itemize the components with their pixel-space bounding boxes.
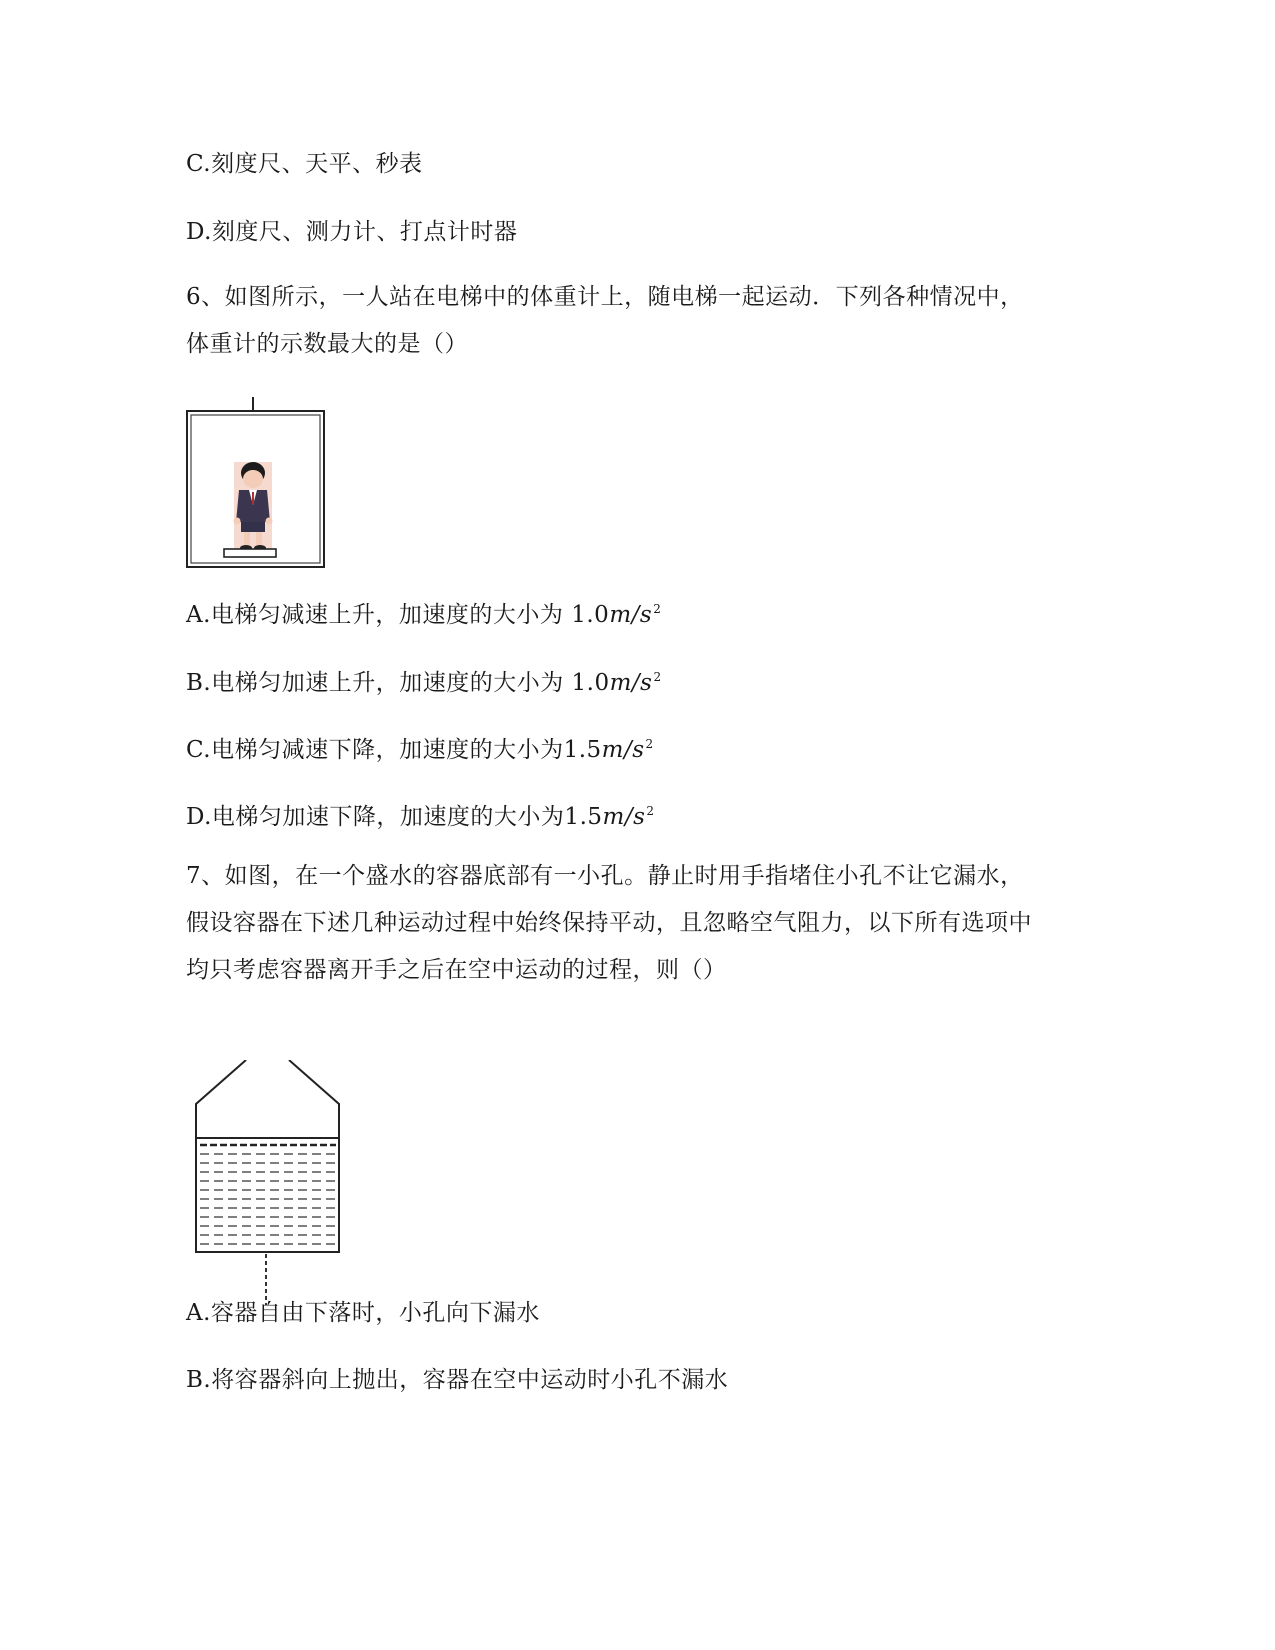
unit-label: $m/s^2$ bbox=[609, 670, 662, 696]
q6-option-a: A.电梯匀减速上升，加速度的大小为 $1.0m/s^2$ bbox=[186, 602, 662, 628]
unit-label: $m/s^2$ bbox=[601, 737, 654, 763]
water-body bbox=[200, 1154, 336, 1244]
q6-stem-line2: 体重计的示数最大的是（） bbox=[186, 331, 468, 357]
person-figure bbox=[234, 462, 273, 554]
q7-stem-line1: 7、如图，在一个盛水的容器底部有一小孔。静止时用手指堵住小孔不让它漏水， bbox=[186, 863, 1024, 889]
weighing-scale bbox=[224, 549, 276, 557]
option-c-prev: C.刻度尺、天平、秒表 bbox=[186, 151, 423, 177]
option-d-prev: D.刻度尺、测力计、打点计时器 bbox=[186, 219, 518, 245]
q7-stem-line3: 均只考虑容器离开手之后在空中运动的过程，则（） bbox=[186, 957, 727, 983]
q6-stem-line1: 6、如图所示，一人站在电梯中的体重计上，随电梯一起运动．下列各种情况中， bbox=[186, 284, 1024, 310]
q7-stem-line2: 假设容器在下述几种运动过程中始终保持平动，且忽略空气阻力，以下所有选项中 bbox=[186, 910, 1032, 936]
q6-option-b: B.电梯匀加速上升，加速度的大小为 $1.0m/s^2$ bbox=[186, 670, 662, 696]
elevator-figure bbox=[186, 397, 326, 572]
q6-option-d: D.电梯匀加速下降，加速度的大小为$1.5m/s^2$ bbox=[186, 804, 655, 830]
q6-option-c: C.电梯匀减速下降，加速度的大小为$1.5m/s^2$ bbox=[186, 737, 654, 763]
unit-label: $m/s^2$ bbox=[609, 602, 662, 628]
container-figure bbox=[186, 1060, 346, 1315]
unit-label: $m/s^2$ bbox=[602, 804, 655, 830]
q7-option-a: A.容器自由下落时，小孔向下漏水 bbox=[186, 1300, 540, 1326]
q7-option-b: B.将容器斜向上抛出，容器在空中运动时小孔不漏水 bbox=[186, 1367, 729, 1393]
container-outline bbox=[196, 1060, 339, 1252]
